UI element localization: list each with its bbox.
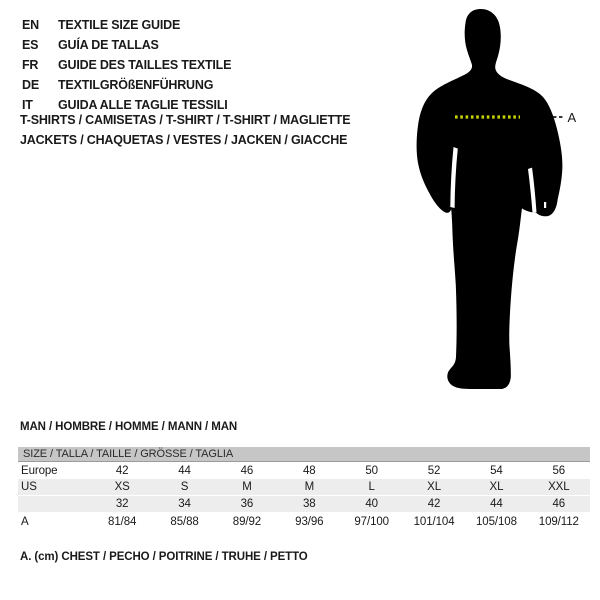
table-cell: 42 [115, 464, 129, 477]
man-silhouette-svg [410, 5, 580, 395]
language-row-fr [22, 55, 231, 75]
table-cell: 44 [178, 464, 191, 477]
table-cell: XS [114, 481, 130, 493]
table-cell: 44 [490, 498, 503, 510]
row-label: A [21, 515, 29, 528]
table-cell: 105/108 [476, 515, 517, 528]
table-cell: 46 [240, 464, 254, 477]
garment-categories [20, 110, 350, 150]
table-cell: 32 [115, 498, 129, 510]
category-jackets: JACKETS / CHAQUETAS / VESTES / JACKEN / GIACCHE [20, 133, 348, 147]
man-silhouette-figure [410, 5, 580, 395]
table-cell: 85/88 [170, 515, 199, 528]
language-list [22, 15, 231, 115]
table-cell: 36 [240, 498, 254, 510]
size-table [18, 447, 590, 530]
language-label: GUIDE DES TAILLES TEXTILE [58, 58, 232, 72]
table-cell: 48 [303, 464, 316, 477]
chest-footnote: A. (cm) CHEST / PECHO / POITRINE / TRUHE / PETTO [20, 551, 308, 563]
table-cell: 54 [490, 464, 503, 477]
table-cell: 50 [365, 464, 378, 477]
table-cell: 81/84 [108, 515, 137, 528]
table-cell: 56 [552, 464, 566, 477]
language-label: GUIDA ALLE TAGLIE TESSILI [58, 98, 228, 112]
category-tshirts: T-SHIRTS / CAMISETAS / T-SHIRT / T-SHIRT / MAGLIETTE [20, 113, 351, 127]
language-code: DE [22, 78, 39, 92]
table-cell: M [304, 481, 315, 493]
language-label: GUÍA DE TALLAS [58, 38, 159, 52]
language-row-de [22, 75, 231, 95]
table-cell: XL [427, 481, 441, 493]
table-cell: 97/100 [354, 515, 389, 528]
table-cell: 38 [303, 498, 316, 510]
language-code: ES [22, 38, 39, 52]
table-row-europe [18, 462, 590, 479]
language-code: EN [22, 18, 39, 32]
language-row-en [22, 15, 231, 35]
table-cell: XL [489, 481, 504, 493]
table-row-us [18, 479, 590, 496]
language-row-es [22, 35, 231, 55]
language-code: IT [22, 98, 33, 112]
table-cell: 101/104 [413, 515, 455, 528]
table-cell: 89/92 [232, 515, 262, 528]
section-title-man: MAN / HOMBRE / HOMME / MANN / MAN [20, 421, 238, 433]
table-row-chest-a [18, 513, 590, 530]
row-label: US [21, 481, 37, 493]
measure-label-a: A [567, 110, 577, 125]
table-cell: 42 [427, 498, 441, 510]
table-cell: 93/96 [295, 515, 324, 528]
table-cell: 40 [365, 498, 378, 510]
table-cell: XXL [548, 481, 570, 493]
table-cell: 46 [552, 498, 566, 510]
language-code: FR [22, 58, 39, 72]
table-cell: M [242, 481, 252, 493]
hand-highlight [544, 202, 546, 208]
man-silhouette [417, 9, 563, 389]
row-label: Europe [21, 464, 58, 477]
table-cell: 52 [427, 464, 441, 477]
language-label: TEXTILGRÖßENFÜHRUNG [58, 78, 214, 92]
table-cell: L [368, 481, 375, 493]
size-table-header: SIZE / TALLA / TAILLE / GRÖSSE / TAGLIA [18, 447, 590, 462]
table-cell: S [180, 481, 189, 493]
table-cell: 109/112 [538, 515, 579, 528]
table-row-numeric [18, 496, 590, 513]
table-cell: 34 [178, 498, 191, 510]
language-label: TEXTILE SIZE GUIDE [58, 18, 181, 32]
